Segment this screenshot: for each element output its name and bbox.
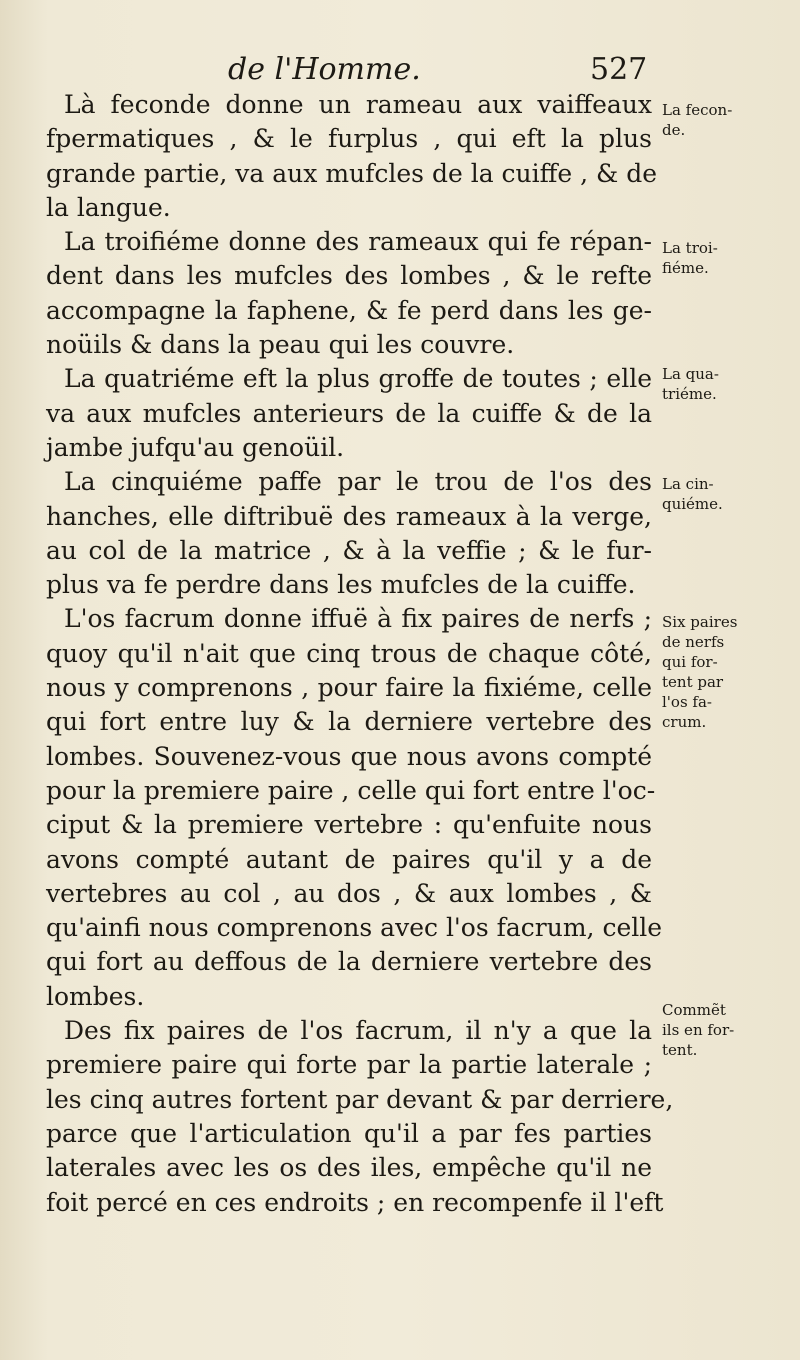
text-line: au col de la matrice , & à la veffie ; & le fur- [46, 535, 652, 565]
margin-note-line: tent par [662, 673, 724, 691]
margin-note [662, 364, 790, 404]
text-line: lombes. Souvenez-vous que nous avons compté [46, 741, 652, 771]
margin-note-line: La qua- [662, 365, 719, 383]
text-line: qui fort entre luy & la derniere vertebre des [46, 707, 652, 737]
text-line: lombes. [46, 981, 145, 1011]
margin-note-line: de. [662, 121, 686, 139]
margin-note-line: Commẽt [662, 1001, 726, 1019]
margin-note-line: quiéme. [662, 495, 723, 513]
margin-note-line: de nerfs [662, 633, 725, 651]
text-line: les cinq autres fortent par devant & par derriere, [46, 1084, 674, 1114]
text-line: La quatriéme eft la plus groffe de toutes ; elle [64, 364, 652, 394]
text-line: dent dans les mufcles des lombes , & le refte [46, 261, 652, 291]
text-line: avons compté autant de paires qu'il y a de [46, 844, 652, 874]
text-line: premiere paire qui forte par la partie laterale ; [46, 1050, 652, 1080]
margin-note-line: fiéme. [662, 259, 709, 277]
margin-note-line: La fecon- [662, 101, 733, 119]
text-line: la langue. [46, 192, 171, 222]
text-line: noüils & dans la peau qui les couvre. [46, 330, 515, 360]
text-line: fpermatiques , & le furplus , qui eft la plus [46, 124, 652, 154]
text-line: quoy qu'il n'ait que cinq trous de chaque côté, [46, 638, 652, 668]
text-line: Là feconde donne un rameau aux vaiffeaux [64, 90, 652, 119]
margin-note-line: La cin- [662, 475, 714, 493]
margin-notes [662, 0, 792, 1360]
text-line: pour la premiere paire , celle qui fort entre l'oc- [46, 775, 656, 805]
text-line: plus va fe perdre dans les mufcles de la cuiffe. [46, 570, 636, 600]
page-number: 527 [590, 52, 648, 87]
margin-note-line: Six paires [662, 613, 738, 631]
text-line: jambe jufqu'au genoüil. [46, 432, 345, 462]
text-line: foit percé en ces endroits ; en recompenfe il l'eft [46, 1187, 664, 1217]
margin-note [662, 100, 790, 140]
margin-note-line: tent. [662, 1041, 698, 1059]
margin-note-line: qui for- [662, 653, 718, 671]
margin-note-line: crum. [662, 713, 707, 731]
text-line: grande partie, va aux mufcles de la cuiffe , & de [46, 158, 658, 188]
text-line: nous y comprenons , pour faire la fixiéme, celle [46, 673, 652, 703]
text-line: accompagne la faphene, & fe perd dans les ge- [46, 295, 652, 325]
text-line: L'os facrum donne iffuë à fix paires de nerfs ; [64, 604, 652, 634]
text-line: parce que l'articulation qu'il a par fes parties [46, 1118, 652, 1148]
margin-note-line: ils en for- [662, 1021, 735, 1039]
margin-note [662, 612, 790, 732]
text-line: Des fix paires de l'os facrum, il n'y a que la [64, 1016, 652, 1046]
margin-note-line: La troi- [662, 239, 718, 257]
text-line: La troifiéme donne des rameaux qui fe répan- [64, 227, 652, 257]
running-title: de l'Homme. [228, 52, 421, 87]
main-text [46, 88, 674, 1220]
text-line: qu'ainfi nous comprenons avec l'os facrum, celle [46, 913, 663, 943]
text-line: hanches, elle diftribuë des rameaux à la verge, [46, 501, 652, 531]
text-line: ciput & la premiere vertebre : qu'enfuite nous [46, 810, 652, 840]
margin-note [662, 1000, 790, 1060]
text-line: La cinquiéme paffe par le trou de l'os des [64, 467, 652, 497]
margin-note-line: l'os fa- [662, 693, 712, 711]
margin-note [662, 474, 790, 514]
margin-note [662, 238, 790, 278]
text-line: vertebres au col , au dos , & aux lombes , & [46, 878, 652, 908]
margin-note-line: triéme. [662, 385, 717, 403]
text-line: qui fort au deffous de la derniere vertebre des [46, 947, 652, 977]
text-line: laterales avec les os des iles, empêche qu'il ne [46, 1153, 652, 1183]
text-line: va aux mufcles anterieurs de la cuiffe & de la [46, 398, 652, 428]
